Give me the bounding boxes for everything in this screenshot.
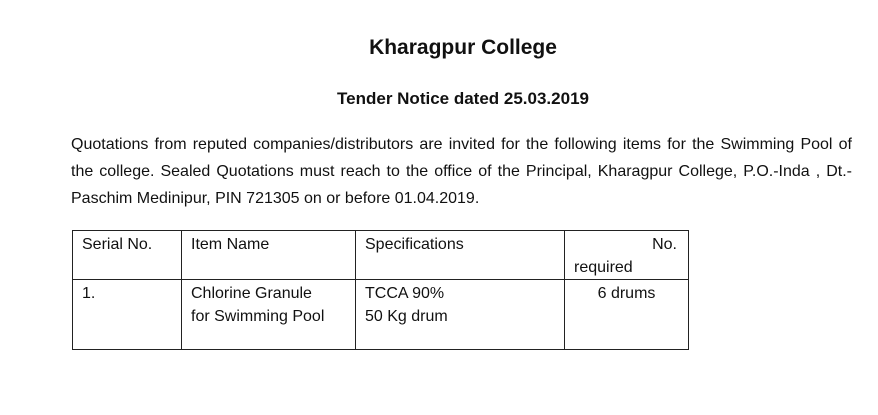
- notice-paragraph: Quotations from reputed companies/distributors are invited for the following items for the Swimming Pool of the college. Sealed Quotations must reach to the office of the Principal, Kharagpur College, P.O.-Inda , Dt.-Paschim Medinipur, PIN 721305 on or before 01.04.2019.: [71, 136, 852, 207]
- cell-spec-line1: TCCA 90%: [365, 285, 445, 302]
- cell-spec-line2: 50 Kg drum: [365, 308, 448, 325]
- cell-item-name-line2: for Swimming Pool: [191, 308, 325, 325]
- cell-specifications: [356, 280, 565, 350]
- cell-quantity: 6 drums: [565, 280, 689, 350]
- cell-item-name: [182, 280, 356, 350]
- items-table: [72, 230, 689, 350]
- header-serial-no: Serial No.: [73, 231, 182, 280]
- header-no-required-line1: No.: [652, 236, 677, 253]
- document-title: Kharagpur College: [369, 36, 557, 59]
- header-no-required: [565, 231, 689, 280]
- header-item-name: Item Name: [182, 231, 356, 280]
- tender-notice-heading: Tender Notice dated 25.03.2019: [337, 89, 589, 108]
- table-header-row: [73, 231, 689, 280]
- header-specifications: Specifications: [356, 231, 565, 280]
- table-row: [73, 280, 689, 350]
- header-no-required-line2: required: [574, 259, 633, 276]
- cell-serial: 1.: [73, 280, 182, 350]
- cell-item-name-line1: Chlorine Granule: [191, 285, 312, 302]
